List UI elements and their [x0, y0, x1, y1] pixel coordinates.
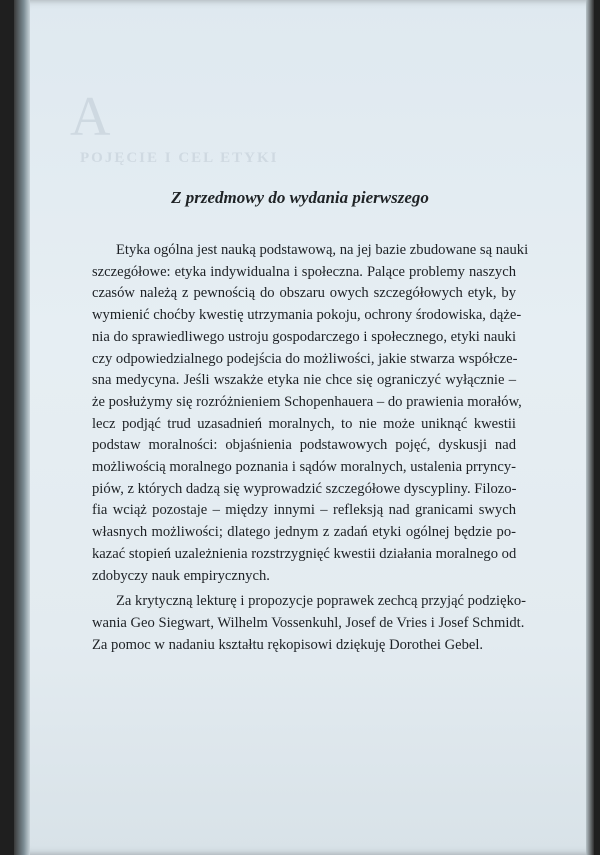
text-line: że posłużymy się rozróżnieniem Schopenhauera – do prawienia morałów,: [92, 393, 522, 410]
text-line: Za krytyczną lekturę i propozycje poprawek zechcą przyjąć podzięko-: [116, 593, 527, 610]
paragraph-2: [92, 591, 527, 656]
text-line: czy odpowiedzialnego podejścia do możliwości, jakie stwarza współcze-: [92, 350, 518, 367]
text-line: lecz podjąć trud uzasadnień moralnych, to nie może uniknąć kwestii: [92, 415, 516, 432]
text-line: możliwością moralnego poznania i sądów moralnych, ustalenia prryncy-: [92, 459, 516, 476]
text-line: Etyka ogólna jest nauką podstawową, na jej bazie zbudowane są nauki: [116, 242, 529, 258]
text-line: nia do sprawiedliwego ustroju gospodarczego i społecznego, etyki nauki: [92, 328, 516, 345]
book-spine: [14, 0, 30, 855]
body-text: [92, 240, 529, 656]
text-line: sna medycyna. Jeśli wszakże etyka nie chce się ograniczyć wyłącznie –: [92, 372, 516, 389]
text-line: Za pomoc w nadaniu kształtu rękopisowi dziękuję Dorothei Gebel.: [92, 636, 484, 653]
text-line: piów, z których dadzą się wyprowadzić szczegółowe dyscypliny. Filozo-: [92, 480, 517, 497]
text-line: fia wciąż pozostaje – między innymi – refleksją nad granicami swych: [92, 502, 516, 519]
text-line: podstaw moralności: objaśnienia podstawowych pojęć, dyskusji nad: [92, 437, 516, 454]
text-line: szczegółowe: etyka indywidualna i społeczna. Palące problemy naszych: [92, 263, 516, 280]
paragraph-1: [92, 240, 529, 587]
text-line: czasów należą z pewnością do obszaru owych szczegółowych etyk, by: [92, 285, 516, 302]
text-line: wania Geo Siegwart, Wilhelm Vossenkuhl, Josef de Vries i Josef Schmidt.: [92, 614, 525, 631]
text-line: własnych możliwości; dlatego jednym z zadań etyki ogólnej będzie po-: [92, 524, 516, 541]
section-heading: Z przedmowy do wydania pierwszego: [171, 188, 429, 207]
text-line: wymienić choćby kwestię utrzymania pokoju, ochrony środowiska, dąże-: [92, 307, 522, 324]
text-line: kazać stopień uzależnienia rozstrzygnięć kwestii działania moralnego od: [92, 545, 517, 562]
page-edge: [586, 0, 594, 855]
text-line: zdobyczy nauk empirycznych.: [92, 567, 270, 584]
